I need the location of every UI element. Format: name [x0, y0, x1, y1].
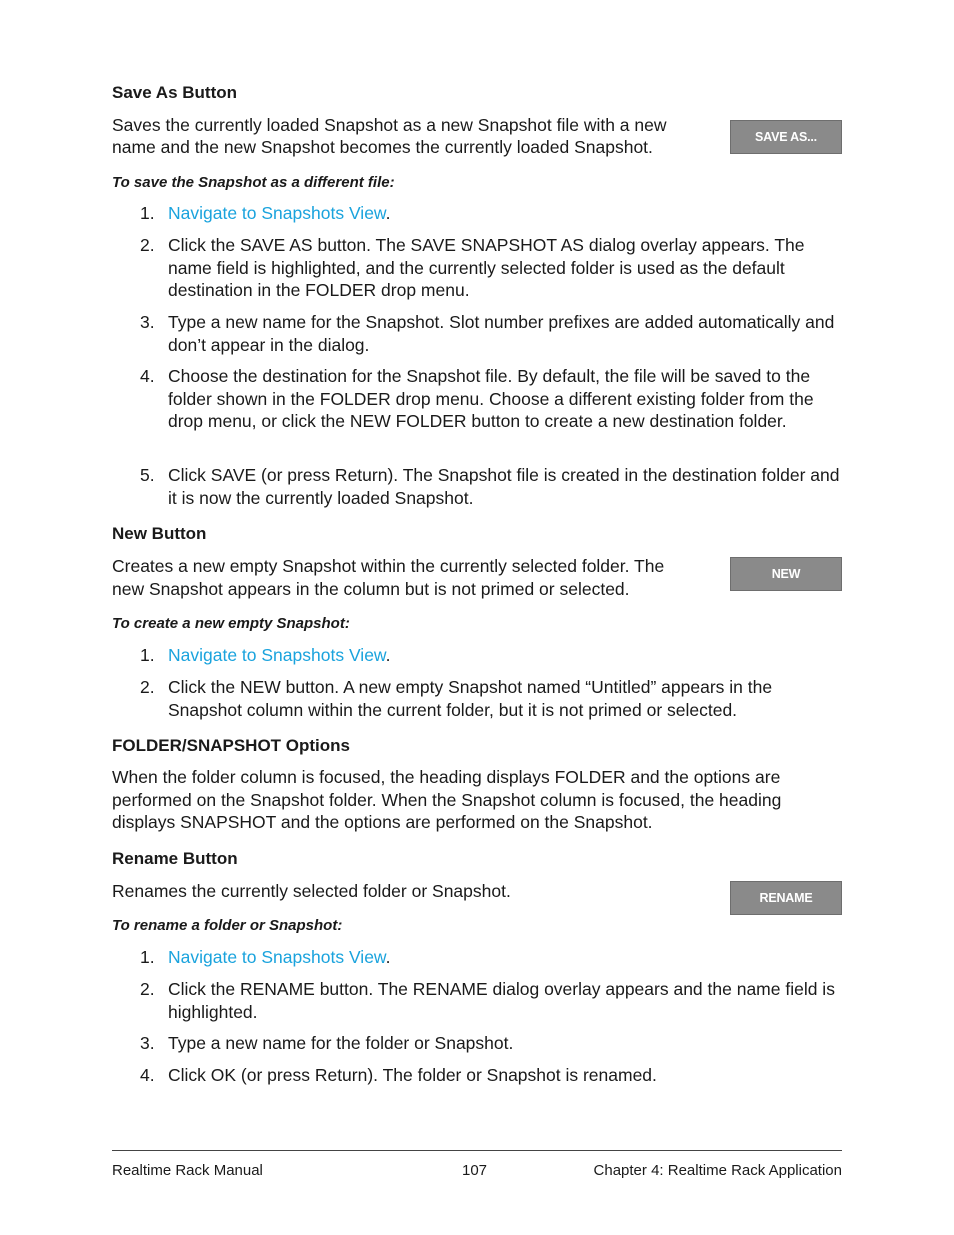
- save-as-description-line-2: name and the new Snapshot becomes the currently loaded Snapshot.: [112, 137, 653, 157]
- step-number: 1.: [140, 645, 155, 665]
- step-number: 5.: [140, 465, 155, 485]
- rename-description: Renames the currently selected folder or Snapshot.: [112, 881, 511, 901]
- footer-divider: [112, 1150, 842, 1151]
- new-procedure-heading: To create a new empty Snapshot:: [112, 615, 350, 632]
- step-number: 1.: [140, 947, 155, 967]
- section-heading-new: New Button: [112, 524, 207, 543]
- step-punctuation: .: [385, 203, 391, 223]
- step-text: Click SAVE (or press Return). The Snapshot file is created in the destination folder and it is now the currently loaded Snapshot.: [168, 465, 840, 508]
- rename-button-image: RENAME: [730, 881, 842, 915]
- section-heading-save-as: Save As Button: [112, 83, 238, 102]
- step-number: 2.: [140, 979, 155, 999]
- step-number: 2.: [140, 235, 155, 255]
- step-punctuation: .: [385, 645, 391, 665]
- step-text: Type a new name for the Snapshot. Slot number prefixes are added automatically and don’t appear in the dialog.: [168, 312, 835, 355]
- section-heading-rename: Rename Button: [112, 849, 238, 868]
- step-text: Click OK (or press Return). The folder or Snapshot is renamed.: [168, 1065, 657, 1085]
- step-text: Choose the destination for the Snapshot file. By default, the file will be saved to the folder shown in the FOLDER drop menu. Choose a different existing folder from the drop menu, or click the NEW FOLDER button to create a new destination folder.: [168, 366, 814, 431]
- step-text: Click the NEW button. A new empty Snapshot named “Untitled” appears in the Snapshot column within the current folder, but it is not primed or selected.: [168, 677, 773, 720]
- step-number: 3.: [140, 1033, 155, 1053]
- step-number: 4.: [140, 366, 155, 386]
- navigate-snapshots-view-link[interactable]: Navigate to Snapshots View: [168, 645, 386, 665]
- footer-chapter-title: Chapter 4: Realtime Rack Application: [593, 1162, 842, 1179]
- step-text: Type a new name for the folder or Snapshot.: [168, 1033, 514, 1053]
- step-number: 2.: [140, 677, 155, 697]
- new-description-line-1: Creates a new empty Snapshot within the currently selected folder. The: [112, 556, 665, 576]
- save-as-description-line-1: Saves the currently loaded Snapshot as a new Snapshot file with a new: [112, 115, 667, 135]
- options-description-line-1: When the folder column is focused, the heading displays FOLDER and the options are: [112, 767, 781, 787]
- navigate-snapshots-view-link[interactable]: Navigate to Snapshots View: [168, 947, 386, 967]
- step-number: 1.: [140, 203, 155, 223]
- step-number: 3.: [140, 312, 155, 332]
- step-number: 4.: [140, 1065, 155, 1085]
- save-as-procedure-heading: To save the Snapshot as a different file:: [112, 174, 395, 191]
- save-as-button-image: SAVE AS...: [730, 120, 842, 154]
- options-description-line-3: displays SNAPSHOT and the options are performed on the Snapshot.: [112, 812, 653, 832]
- step-text: Click the SAVE AS button. The SAVE SNAPSHOT AS dialog overlay appears. The name field is highlighted, and the currently selected folder is used as the default destination in the FOLDER drop menu.: [168, 235, 805, 300]
- step-text: Click the RENAME button. The RENAME dialog overlay appears and the name field is highlighted.: [168, 979, 835, 1022]
- footer-manual-title: Realtime Rack Manual: [112, 1162, 263, 1179]
- navigate-snapshots-view-link[interactable]: Navigate to Snapshots View: [168, 203, 386, 223]
- new-description-line-2: new Snapshot appears in the column but is not primed or selected.: [112, 579, 630, 599]
- step-punctuation: .: [385, 947, 391, 967]
- rename-procedure-heading: To rename a folder or Snapshot:: [112, 917, 343, 934]
- options-description-line-2: performed on the Snapshot folder. When the Snapshot column is focused, the heading: [112, 790, 782, 810]
- new-button-image: NEW: [730, 557, 842, 591]
- footer-page-number: 107: [462, 1162, 488, 1179]
- section-heading-folder-snapshot-options: FOLDER/SNAPSHOT Options: [112, 736, 350, 755]
